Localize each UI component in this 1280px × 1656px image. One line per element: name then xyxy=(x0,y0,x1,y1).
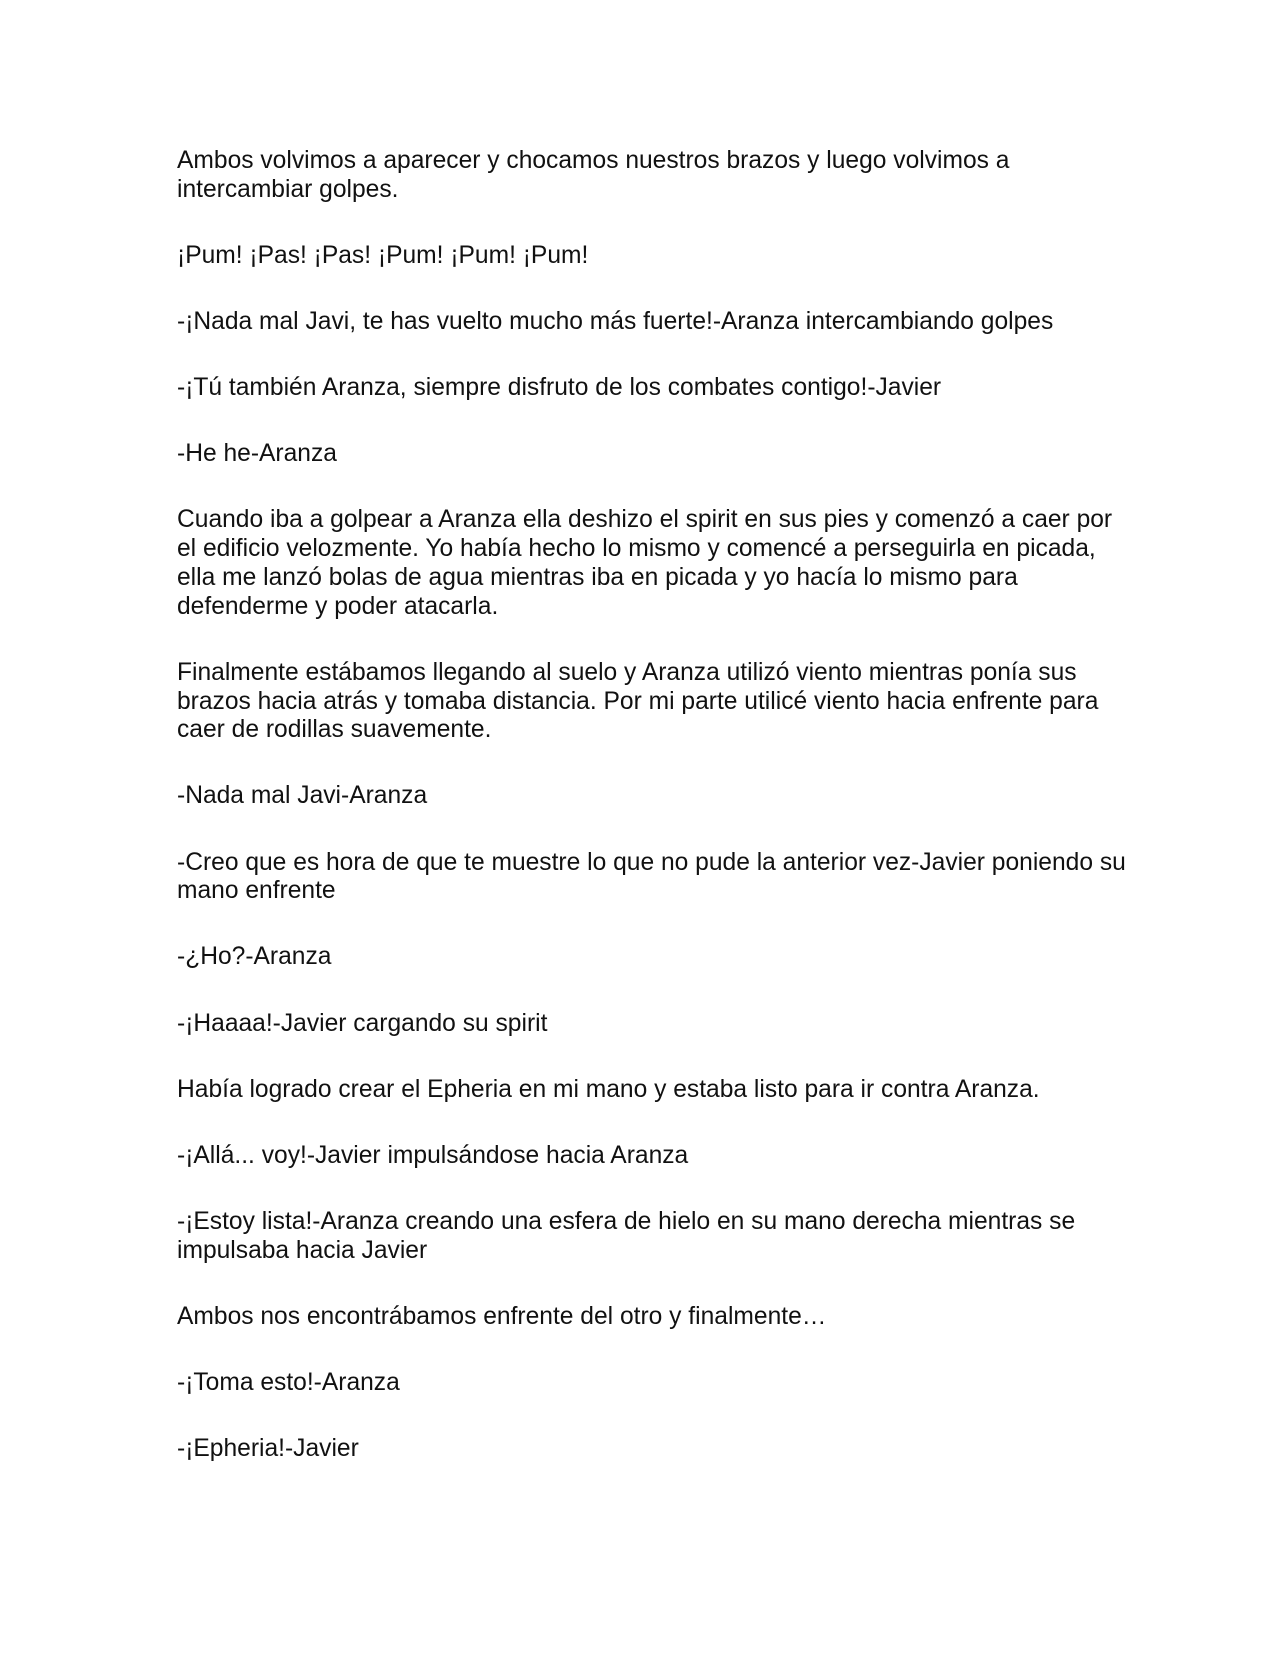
paragraph: -¡Toma esto!-Aranza xyxy=(177,1368,400,1396)
paragraph: -Creo que es hora de que te muestre lo que no pude la anterior vez-Javier poniendo su mano enfrente xyxy=(177,848,1126,905)
paragraph: ¡Pum! ¡Pas! ¡Pas! ¡Pum! ¡Pum! ¡Pum! xyxy=(177,241,589,269)
paragraph: Finalmente estábamos llegando al suelo y Aranza utilizó viento mientras ponía sus brazos hacia atrás y tomaba distancia. Por mi parte utilicé viento hacia enfrente para caer de rodillas suavemente. xyxy=(177,658,1099,744)
paragraph: Había logrado crear el Epheria en mi mano y estaba listo para ir contra Aranza. xyxy=(177,1075,1040,1103)
paragraph: Ambos volvimos a aparecer y chocamos nuestros brazos y luego volvimos a intercambiar golpes. xyxy=(177,147,1010,203)
paragraph: -¡Nada mal Javi, te has vuelto mucho más fuerte!-Aranza intercambiando golpes xyxy=(177,307,1054,335)
paragraph: -Nada mal Javi-Aranza xyxy=(177,782,428,810)
paragraph: -¡Tú también Aranza, siempre disfruto de los combates contigo!-Javier xyxy=(177,374,942,402)
paragraph: -¡Allá... voy!-Javier impulsándose hacia Aranza xyxy=(177,1141,689,1169)
paragraph: Ambos nos encontrábamos enfrente del otro y finalmente… xyxy=(177,1302,827,1330)
paragraph: -¡Epheria!-Javier xyxy=(177,1434,359,1462)
paragraph: -¡Estoy lista!-Aranza creando una esfera de hielo en su mano derecha mientras se impulsaba hacia Javier xyxy=(177,1207,1076,1264)
paragraph: Cuando iba a golpear a Aranza ella deshizo el spirit en sus pies y comenzó a caer por el edificio velozmente. Yo había hecho lo mismo y comencé a perseguirla en picada, ella me lanzó bolas de agua mientras iba en picada y yo hacía lo mismo para defenderme y poder atacarla. xyxy=(177,506,1113,620)
paragraph: -¿Ho?-Aranza xyxy=(177,943,332,971)
paragraph: -¡Haaaa!-Javier cargando su spirit xyxy=(177,1009,548,1037)
paragraph: -He he-Aranza xyxy=(177,440,337,468)
